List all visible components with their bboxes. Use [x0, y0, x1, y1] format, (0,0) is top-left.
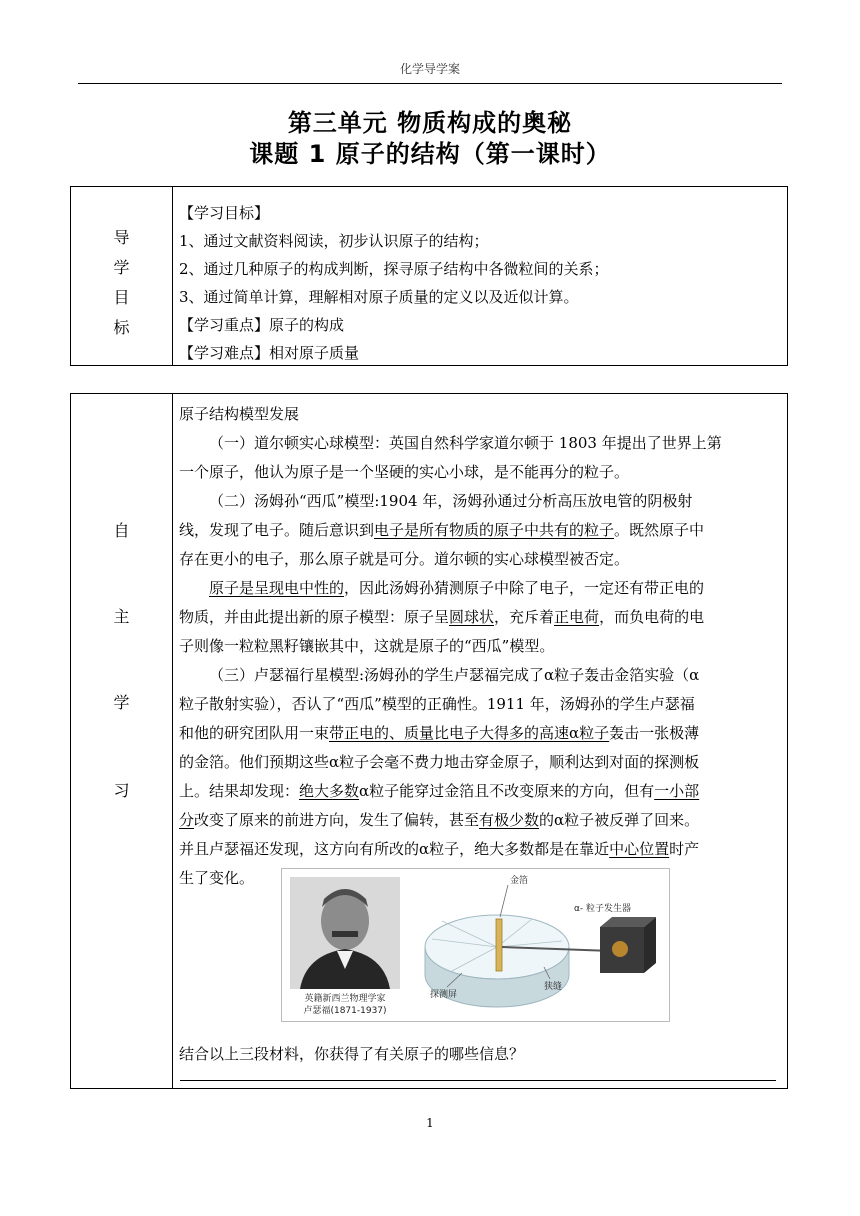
text-span: 轰击一张极薄 — [609, 724, 700, 742]
text-span: 上。结果却发现： — [179, 782, 300, 800]
paragraph-rutherford: 生了变化。 — [179, 869, 255, 887]
section-heading: 原子结构模型发展 — [179, 405, 300, 423]
goal-heading: 【学习目标】 — [179, 204, 270, 222]
side-char: 自 — [113, 521, 130, 540]
goal-item: 1、通过文献资料阅读，初步认识原子的结构； — [179, 232, 489, 250]
text-span: α粒子能穿过金箔且不改变原来的方向，但有 — [359, 782, 655, 800]
paragraph-watermelon: 子则像一粒粒黑籽镶嵌其中，这就是原子的“西瓜”模型。 — [179, 637, 555, 655]
underlined-text: 分 — [179, 811, 195, 829]
rutherford-figure — [281, 868, 670, 1022]
text-span: ，充斥着 — [494, 608, 555, 626]
underlined-text: 电子是所有物质的原子中共有的粒子 — [374, 521, 615, 539]
learning-goals-box — [70, 186, 788, 366]
goals-side-label — [71, 187, 173, 365]
paragraph-watermelon — [179, 603, 777, 631]
text-span: 线，发现了电子。随后意识到 — [179, 521, 375, 539]
side-char: 学 — [113, 258, 130, 277]
paragraph-thomson — [179, 516, 777, 544]
paragraph-dalton: 一个原子，他认为原子是一个坚硬的实心小球，是不能再分的粒子。 — [179, 463, 630, 481]
paragraph-watermelon — [179, 574, 777, 602]
underlined-text: 一小部 — [654, 782, 700, 800]
paragraph-thomson: （二）汤姆孙“西瓜”模型:1904 年，汤姆孙通过分析高压放电管的阴极射 — [209, 492, 693, 510]
key-point — [179, 311, 777, 339]
paragraph-rutherford — [179, 719, 777, 747]
side-char: 导 — [113, 228, 130, 247]
paragraph-rutherford: 的金箔。他们预期这些α粒子会毫不费力地击穿金原子，顺利达到对面的探测板 — [179, 753, 700, 771]
label-alpha-emitter: α- 粒子发生器 — [574, 904, 632, 914]
text-span: 改变了原来的前进方向，发生了偏转，甚至 — [194, 811, 480, 829]
answer-line[interactable] — [180, 1080, 776, 1081]
paragraph-rutherford — [179, 806, 777, 834]
paragraph-thomson: 存在更小的电子，那么原子就是可分。道尔顿的实心球模型被否定。 — [179, 550, 630, 568]
key-label: 【学习重点】 — [179, 316, 270, 334]
difficult-point — [179, 339, 777, 367]
underlined-text: 中心位置 — [609, 840, 670, 858]
paragraph-rutherford: （三）卢瑟福行星模型:汤姆孙的学生卢瑟福完成了α粒子轰击金箔实验（α — [209, 666, 700, 684]
paragraph-dalton: （一）道尔顿实心球模型：英国自然科学家道尔顿于 1803 年提出了世界上第 — [209, 434, 722, 452]
side-char: 标 — [113, 318, 130, 337]
key-text: 原子的构成 — [269, 316, 345, 334]
underlined-text: 正电荷 — [554, 608, 600, 626]
paragraph-rutherford — [179, 835, 777, 863]
side-char: 习 — [113, 781, 130, 800]
text-span: 。既然原子中 — [614, 521, 705, 539]
study-side-label — [71, 394, 173, 1088]
underlined-text: 原子是呈现电中性的 — [209, 579, 345, 597]
portrait-caption-2: 卢瑟福(1871-1937) — [303, 1006, 387, 1016]
rutherford-portrait — [290, 877, 400, 989]
goal-item: 3、通过简单计算，理解相对原子质量的定义以及近似计算。 — [179, 288, 579, 306]
text-span: 的α粒子被反弹了回来。 — [539, 811, 700, 829]
page-header: 化学导学案 — [78, 60, 782, 84]
label-slit: 狭缝 — [544, 982, 563, 992]
text-span: 并且卢瑟福还发现，这方向有所改的α粒子，绝大多数都是在靠近 — [179, 840, 610, 858]
side-char: 学 — [113, 693, 130, 712]
text-span: 和他的研究团队用一束 — [179, 724, 330, 742]
goal-item: 2、通过几种原子的构成判断，探寻原子结构中各微粒间的关系； — [179, 260, 609, 278]
paragraph-rutherford — [179, 777, 777, 805]
underlined-text: 带正电的、质量比电子大得多的高速α粒子 — [329, 724, 610, 742]
text-span: ，因此汤姆孙猜测原子中除了电子，一定还有带正电的 — [344, 579, 705, 597]
difficult-label: 【学习难点】 — [179, 344, 270, 362]
underlined-text: 圆球状 — [449, 608, 495, 626]
page-number: 1 — [426, 1116, 434, 1130]
label-detector-screen: 探测屏 — [430, 990, 458, 1000]
underlined-text: 绝大多数 — [299, 782, 360, 800]
side-char: 主 — [113, 607, 130, 626]
paragraph-rutherford: 粒子散射实验），否认了“西瓜”模型的正确性。1911 年，汤姆孙的学生卢瑟福 — [179, 695, 695, 713]
portrait-caption-1: 英籍新西兰物理学家 — [304, 994, 386, 1004]
unit-title: 第三单元 物质构成的奥秘 — [287, 109, 573, 137]
label-gold-foil: 金箔 — [510, 876, 529, 886]
lesson-title: 课题 1 原子的结构（第一课时） — [249, 140, 611, 168]
side-char: 目 — [113, 288, 130, 307]
text-span: ，而负电荷的电 — [599, 608, 705, 626]
text-span: 时产 — [669, 840, 700, 858]
text-span: 物质，并由此提出新的原子模型：原子呈 — [179, 608, 450, 626]
difficult-text: 相对原子质量 — [269, 344, 360, 362]
figure-svg — [282, 869, 669, 1021]
question-text: 结合以上三段材料，你获得了有关原子的哪些信息？ — [179, 1045, 525, 1063]
underlined-text: 有极少数 — [479, 811, 540, 829]
